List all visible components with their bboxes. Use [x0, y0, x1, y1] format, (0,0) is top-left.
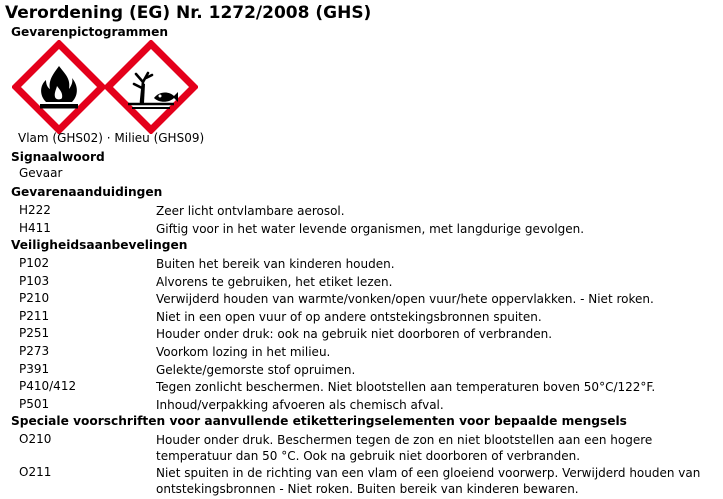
precaution-text: Buiten het bereik van kinderen houden.	[156, 257, 395, 271]
signal-word-heading: Signaalwoord	[11, 150, 105, 164]
hazard-code: H222	[19, 203, 51, 217]
precaution-code: P211	[19, 309, 50, 323]
precaution-text: Gelekte/gemorste stof opruimen.	[156, 363, 356, 377]
special-provisions-heading: Speciale voorschriften voor aanvullende etiketteringselementen voor bepaalde mengsels	[11, 414, 627, 428]
precaution-text: Houder onder druk: ook na gebruik niet doorboren of verbranden.	[156, 327, 553, 341]
precaution-code: P210	[19, 291, 50, 305]
signal-word-value: Gevaar	[19, 166, 63, 180]
precaution-text: Voorkom lozing in het milieu.	[156, 345, 331, 359]
pictograms-caption: Vlam (GHS02) · Milieu (GHS09)	[18, 131, 205, 145]
special-provision-text: Houder onder druk. Beschermen tegen de zon en niet blootstellen aan een hogere temperatuur dan 50 °C. Ook na gebruik niet doorboren of verbranden.	[156, 433, 653, 463]
hazard-text: Zeer licht ontvlambare aerosol.	[156, 204, 345, 218]
hazard-text: Giftig voor in het water levende organismen, met langdurige gevolgen.	[156, 222, 585, 236]
pictograms-heading: Gevarenpictogrammen	[11, 25, 169, 39]
precaution-code: P102	[19, 256, 50, 270]
precaution-text: Alvorens te gebruiken, het etiket lezen.	[156, 275, 393, 289]
precaution-code: P410/412	[19, 379, 77, 393]
precautions-heading: Veiligheidsaanbevelingen	[11, 238, 188, 252]
precaution-text: Niet in een open vuur of op andere ontstekingsbronnen spuiten.	[156, 310, 542, 324]
precaution-text: Inhoud/verpakking afvoeren als chemisch afval.	[156, 398, 444, 412]
precaution-code: P103	[19, 274, 50, 288]
hazard-code: H411	[19, 221, 51, 235]
precaution-text: Verwijderd houden van warmte/vonken/open vuur/hete oppervlakken. - Niet roken.	[156, 292, 654, 306]
flame-pictogram-icon	[12, 40, 106, 134]
precaution-code: P273	[19, 344, 50, 358]
precaution-text: Tegen zonlicht beschermen. Niet blootstellen aan temperaturen boven 50°C/122°F.	[156, 380, 656, 394]
precaution-code: P501	[19, 397, 50, 411]
special-provision-code: O210	[19, 432, 52, 446]
precaution-code: P391	[19, 362, 50, 376]
page-title: Verordening (EG) Nr. 1272/2008 (GHS)	[5, 3, 372, 23]
precaution-code: P251	[19, 326, 50, 340]
special-provision-code: O211	[19, 465, 52, 479]
hazards-heading: Gevarenaanduidingen	[11, 185, 163, 199]
environment-pictogram-icon	[104, 40, 198, 134]
special-provision-text: Niet spuiten in de richting van een vlam of een gloeiend voorwerp. Verwijderd houden van ontstekingsbronnen - Niet roken. Buiten bereik van kinderen bewaren.	[156, 466, 701, 496]
